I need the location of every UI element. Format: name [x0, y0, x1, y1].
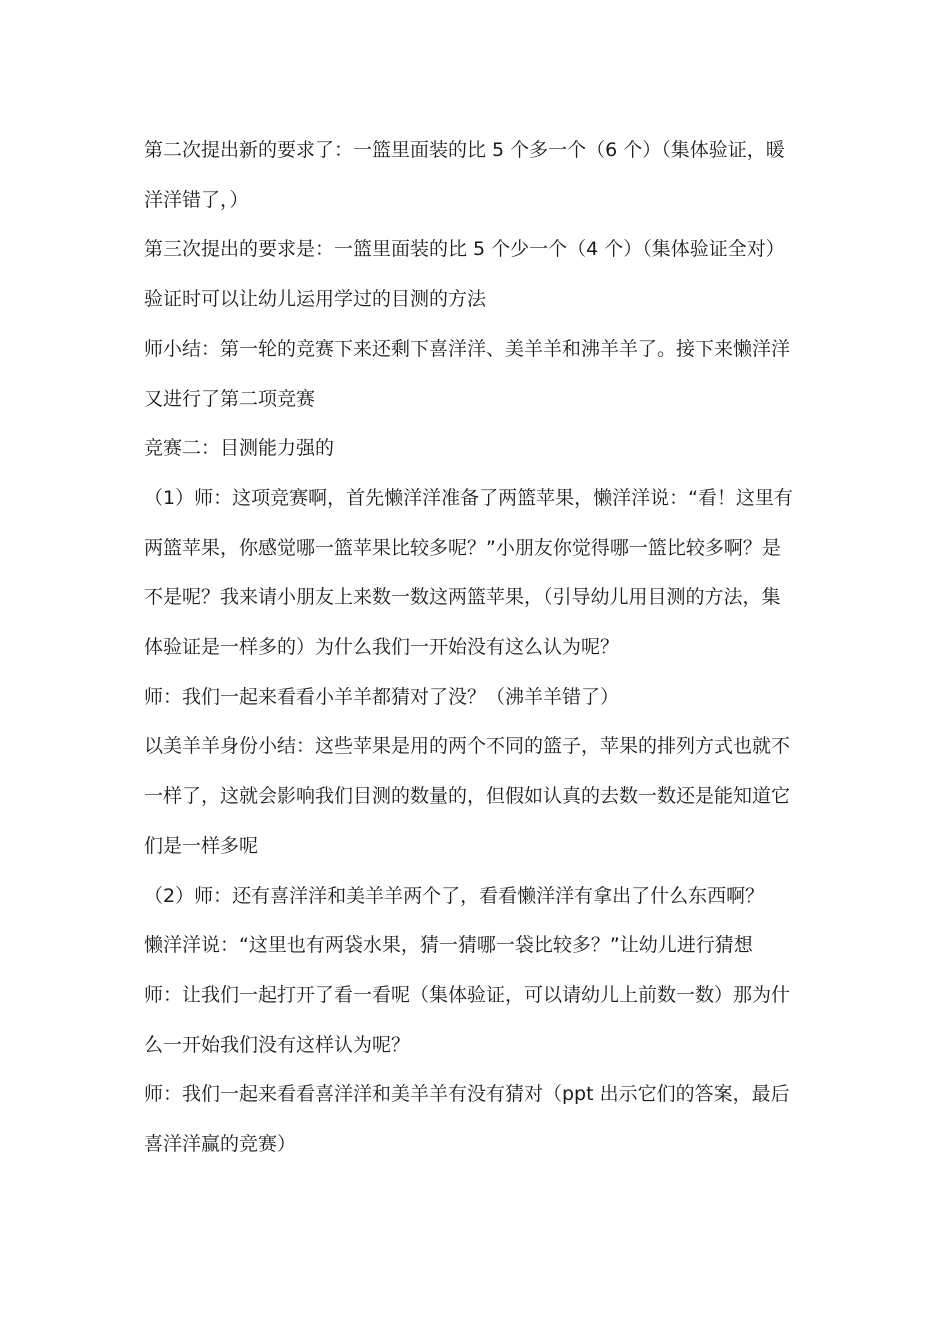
text-line: 么一开始我们没有这样认为呢？ — [144, 1033, 411, 1056]
text-line: （1）师：这项竞赛啊，首先懒洋洋准备了两篮苹果，懒洋洋说：“看！这里有 — [144, 486, 793, 509]
text-line: 两篮苹果，你感觉哪一篮苹果比较多呢？”小朋友你觉得哪一篮比较多啊？是 — [144, 536, 781, 559]
text-line: 师小结：第一轮的竞赛下来还剩下喜洋洋、美羊羊和沸羊羊了。接下来懒洋洋 — [144, 337, 791, 360]
text-line: （2）师：还有喜洋洋和美羊羊两个了，看看懒洋洋有拿出了什么东西啊？ — [144, 884, 765, 907]
text-line: 以美羊羊身份小结：这些苹果是用的两个不同的篮子，苹果的排列方式也就不 — [144, 735, 791, 758]
document-body — [144, 126, 809, 1170]
text-line: 喜洋洋赢的竞赛） — [144, 1133, 297, 1156]
text-line: 第三次提出的要求是：一篮里面装的比 5 个少一个（4 个）（集体验证全对） — [144, 238, 785, 261]
text-line: 师：让我们一起打开了看一看呢（集体验证，可以请幼儿上前数一数）那为什 — [144, 983, 791, 1006]
text-line: 验证时可以让幼儿运用学过的目测的方法 — [144, 288, 487, 311]
text-line: 们是一样多呢 — [144, 834, 259, 857]
text-line: 体验证是一样多的）为什么我们一开始没有这么认为呢？ — [144, 636, 620, 659]
text-line: 师：我们一起来看看小羊羊都猜对了没？（沸羊羊错了） — [144, 685, 620, 708]
text-line: 一样了，这就会影响我们目测的数量的，但假如认真的去数一数还是能知道它 — [144, 785, 791, 808]
text-line: 洋洋错了，） — [144, 188, 249, 211]
text-line: 第二次提出新的要求了：一篮里面装的比 5 个多一个（6 个）（集体验证，暖 — [144, 139, 785, 161]
text-line: 师：我们一起来看看喜洋洋和美羊羊有没有猜对（ppt 出示它们的答案，最后 — [144, 1083, 790, 1106]
section-heading: 竞赛二：目测能力强的 — [144, 437, 335, 460]
text-line: 又进行了第二项竞赛 — [144, 387, 316, 410]
text-line: 懒洋洋说：“这里也有两袋水果，猜一猜哪一袋比较多？”让幼儿进行猜想 — [144, 934, 753, 957]
text-line: 不是呢？我来请小朋友上来数一数这两篮苹果，（引导幼儿用目测的方法，集 — [144, 586, 781, 609]
